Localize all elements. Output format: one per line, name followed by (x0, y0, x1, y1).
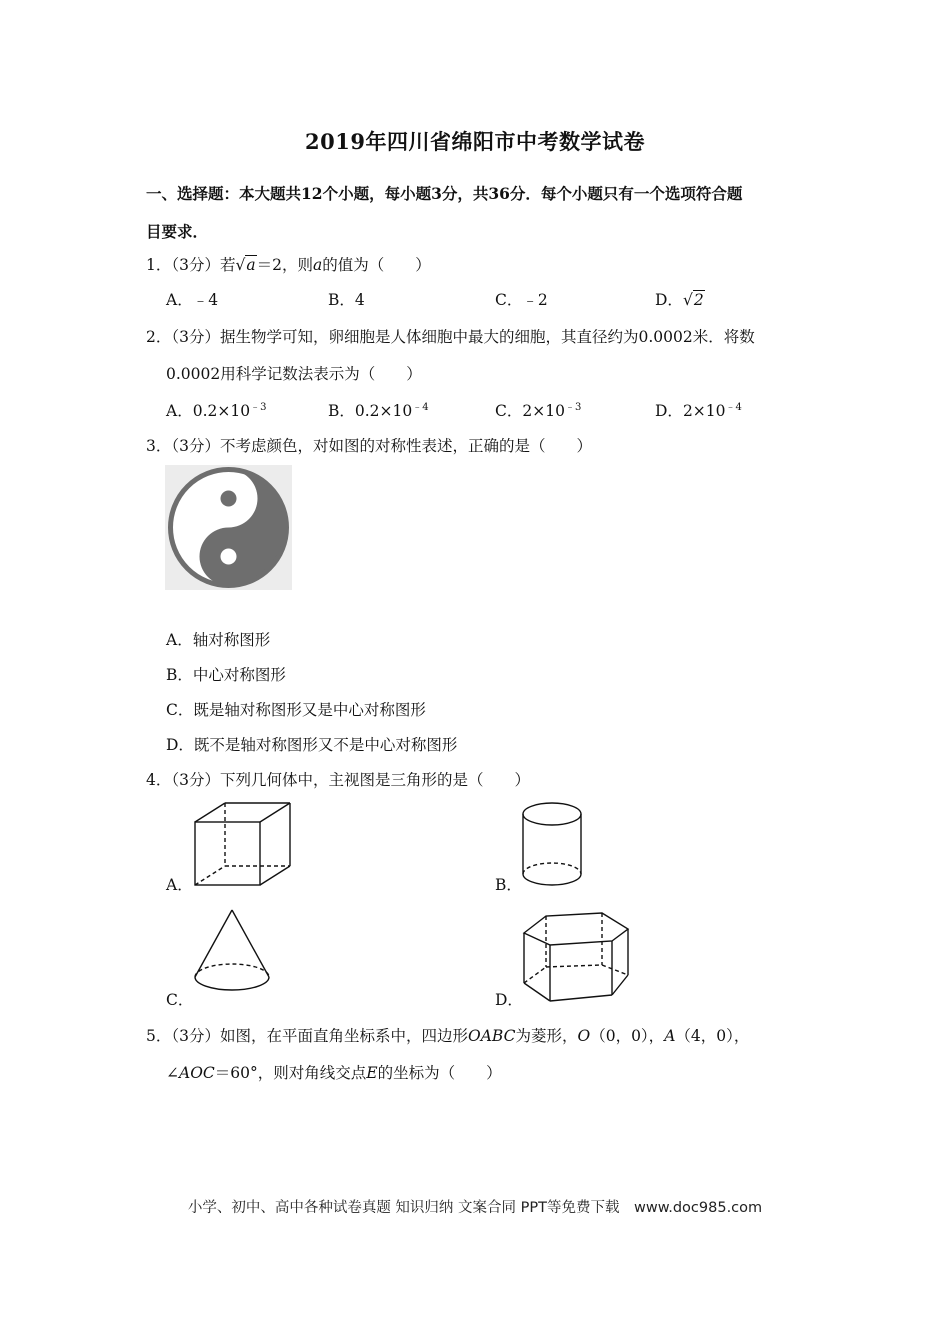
question-number: 1． (146, 256, 172, 274)
q4-option-b-label: B． (495, 876, 522, 894)
q3-option-a: A．轴对称图形 (166, 631, 271, 649)
q1-option-a: A．﹣4 (166, 291, 219, 309)
question-4: 4．（3分）下列几何体中，主视图是三角形的是（ ） (146, 771, 531, 789)
q2-option-b: B．$0.2\times 10^{﹣4}$ (328, 402, 429, 420)
question-1: 1．（3分）若√a＝2，则a的值为（ ） (146, 256, 431, 274)
q4-option-a-label: A． (166, 876, 193, 894)
exam-title: 2019年四川省绵阳市中考数学试卷 (305, 129, 645, 154)
question-5-line1: 5．（3分）如图，在平面直角坐标系中，四边形OABC为菱形，O（0，0），A（4，0）， (146, 1027, 750, 1045)
q2-option-a: A．$0.2\times 10^{﹣3}$ (166, 402, 267, 420)
question-points: （3分） (171, 1027, 220, 1045)
q1-option-c: C．﹣2 (495, 291, 548, 309)
q3-option-d: D．既不是轴对称图形又不是中心对称图形 (166, 736, 458, 754)
question-number: 3． (146, 437, 172, 455)
question-5-line2: ∠AOC＝60°，则对角线交点E的坐标为（ ） (166, 1064, 502, 1082)
section-heading-line2: 目要求． (146, 222, 209, 241)
question-points: （3分） (171, 771, 220, 789)
page-footer: 小学、初中、高中各种试卷真题 知识归纳 文案合同 PPT等免费下载 www.doc985.com (187, 1200, 763, 1216)
cylinder-icon (520, 800, 584, 890)
question-2-line1: 2．（3分）据生物学可知，卵细胞是人体细胞中最大的细胞，其直径约为0.0002米．将数 (146, 328, 755, 346)
sqrt-expression: √a (235, 256, 256, 274)
q4-option-d-label: D． (495, 991, 523, 1009)
q4-option-c-label: C． (166, 991, 194, 1009)
q2-option-c: C．$2\times 10^{﹣3}$ (495, 402, 582, 420)
q3-option-b: B．中心对称图形 (166, 666, 286, 684)
hexagonal-prism-icon (520, 907, 632, 1007)
q3-option-c: C．既是轴对称图形又是中心对称图形 (166, 701, 426, 719)
sqrt-expression: √2 (682, 291, 704, 309)
cone-icon (192, 907, 272, 1007)
question-number: 5． (146, 1027, 172, 1045)
section-heading-line1: 一、选择题：本大题共12个小题，每小题3分，共36分．每个小题只有一个选项符合题 (146, 184, 743, 203)
q1-option-b: B．4 (328, 291, 365, 309)
question-3: 3．（3分）不考虑颜色，对如图的对称性表述，正确的是（ ） (146, 437, 593, 455)
question-number: 2． (146, 328, 172, 346)
question-points: （3分） (171, 328, 220, 346)
question-points: （3分） (171, 256, 220, 274)
question-points: （3分） (171, 437, 220, 455)
q1-option-d: D．√2 (655, 291, 704, 309)
taiji-symbol-icon (165, 465, 292, 590)
q2-option-d: D．$2\times 10^{﹣4}$ (655, 402, 742, 420)
question-number: 4． (146, 771, 172, 789)
question-2-line2: 0.0002用科学记数法表示为（ ） (166, 365, 422, 383)
cube-icon (192, 800, 294, 890)
